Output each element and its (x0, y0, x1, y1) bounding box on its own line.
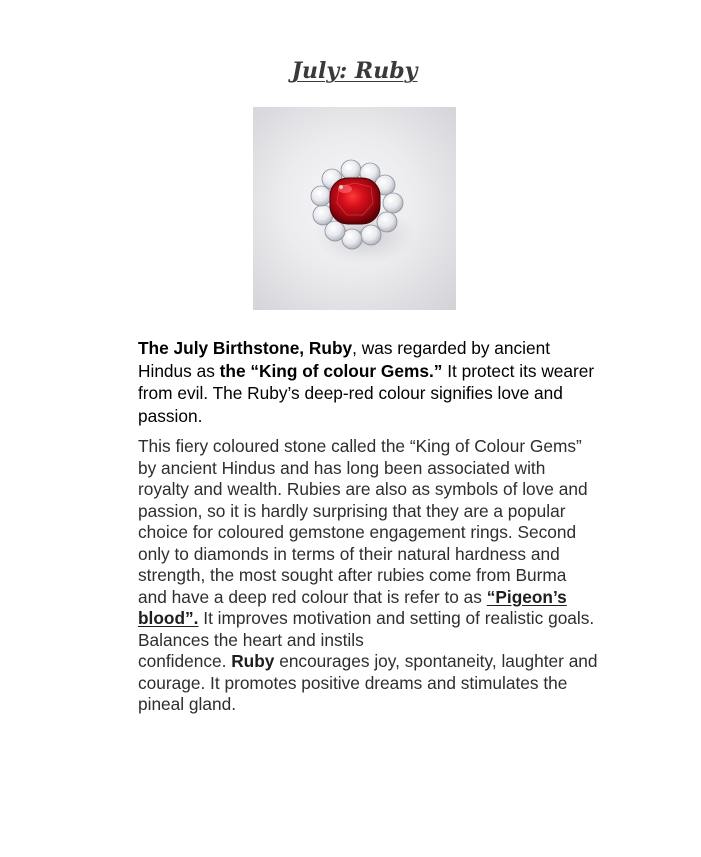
intro-text-2: It protect its wearer from evil. The Ruby’s deep-red colour signifies love and passion. (138, 360, 595, 426)
page-title: July: Ruby (291, 58, 418, 84)
ring-illustration (253, 107, 456, 310)
body-paragraph (138, 436, 598, 716)
body-ruby-bold: Ruby (231, 651, 275, 671)
intro-paragraph (138, 337, 598, 427)
body-text-1: This fiery coloured stone called the “King of Colour Gems” by ancient Hindus and has long been associated with royalty and wealth. Rubies are also as symbols of love and passion, so it is hardly surprising that they are a popular choice for coloured gemstone engagement rings. Second only to diamonds in terms of their natural hardness and strength, the most sought after rubies come from Burma and have a deep red colour that is refer to as (138, 436, 588, 607)
ruby-ring-image (253, 107, 456, 310)
body-text-3: confidence. (138, 651, 232, 671)
body-text-4: encourages joy, spontaneity, laughter and courage. It promotes positive dreams and stimulates the pineal gland. (138, 651, 598, 714)
intro-text-1: , was regarded by ancient Hindus as (138, 338, 551, 381)
intro-king-of-gems: the “King of colour Gems.” (219, 360, 443, 381)
pigeons-blood-term: “Pigeon’s blood”. (138, 586, 567, 628)
body-text-2: It improves motivation and setting of realistic goals. Balances the heart and instils (138, 608, 595, 650)
intro-lead-bold: The July Birthstone, Ruby (138, 338, 353, 358)
